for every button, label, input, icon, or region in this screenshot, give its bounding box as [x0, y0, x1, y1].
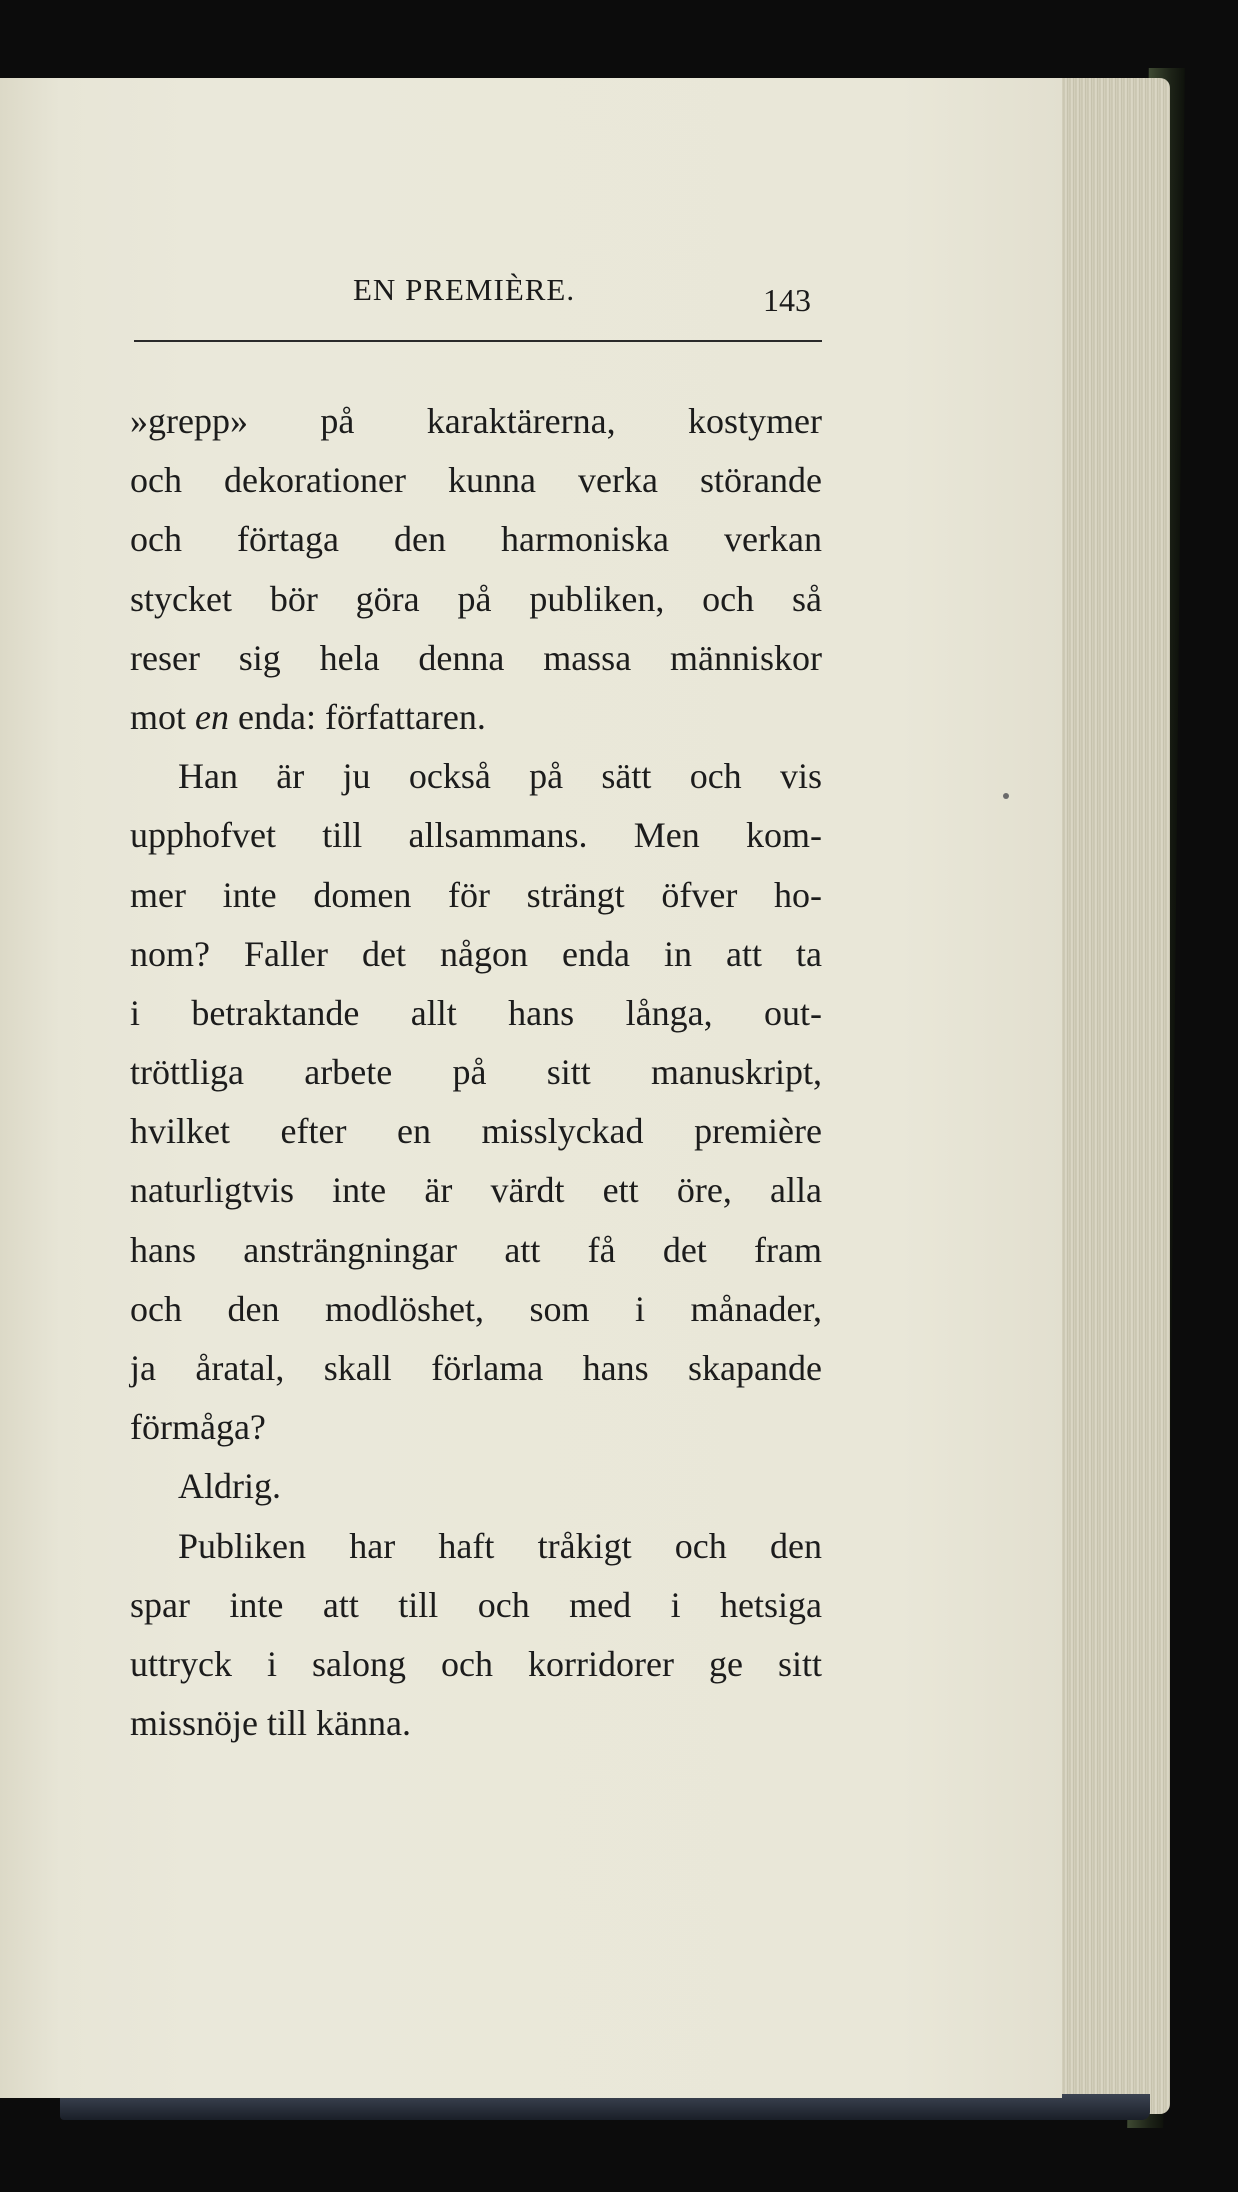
text-line: i betraktande allt hans långa, out-	[130, 992, 822, 1033]
text-line: »grepp» på karaktärerna, kostymer	[130, 401, 822, 441]
text-line: mer inte domen för strängt öfver ho-	[130, 874, 822, 915]
text-line: Aldrig.	[178, 1466, 281, 1507]
text-line: hvilket efter en misslyckad première	[130, 1111, 822, 1152]
text-line: mot en enda: författaren.	[130, 696, 486, 737]
text-line: missnöje till känna.	[130, 1703, 411, 1744]
text-line: uttryck i salong och korridorer ge sitt	[130, 1643, 822, 1684]
text-line: spar inte att till och med i hetsiga	[130, 1584, 822, 1625]
body-text	[130, 392, 822, 1753]
paper-speck	[1003, 793, 1009, 799]
text-line: Publiken har haft tråkigt och den	[178, 1525, 822, 1566]
text-line: och dekorationer kunna verka störande	[130, 460, 822, 501]
page-number: 143	[763, 282, 811, 318]
text-line: nom? Faller det någon enda in att ta	[130, 933, 822, 974]
italic-word: en	[195, 696, 229, 737]
text-line: och den modlöshet, som i månader,	[130, 1288, 822, 1329]
text-line: Han är ju också på sätt och vis	[178, 756, 822, 797]
text-line: hans ansträngningar att få det fram	[130, 1229, 822, 1270]
text-line: upphofvet till allsammans. Men kom-	[130, 815, 822, 856]
header-rule	[134, 340, 822, 342]
running-title: EN PREMIÈRE.	[353, 272, 576, 307]
page-edges	[1050, 78, 1170, 2114]
text-line: ja åratal, skall förlama hans skapande	[130, 1348, 822, 1388]
page-header	[0, 272, 1238, 332]
text-line: och förtaga den harmoniska verkan	[130, 519, 822, 560]
text-line: naturligtvis inte är värdt ett öre, alla	[130, 1170, 822, 1211]
text-line: tröttliga arbete på sitt manuskript,	[130, 1052, 822, 1093]
text-line: reser sig hela denna massa människor	[130, 637, 822, 678]
text-line: stycket bör göra på publiken, och så	[130, 578, 822, 619]
text-line: förmåga?	[130, 1407, 266, 1448]
